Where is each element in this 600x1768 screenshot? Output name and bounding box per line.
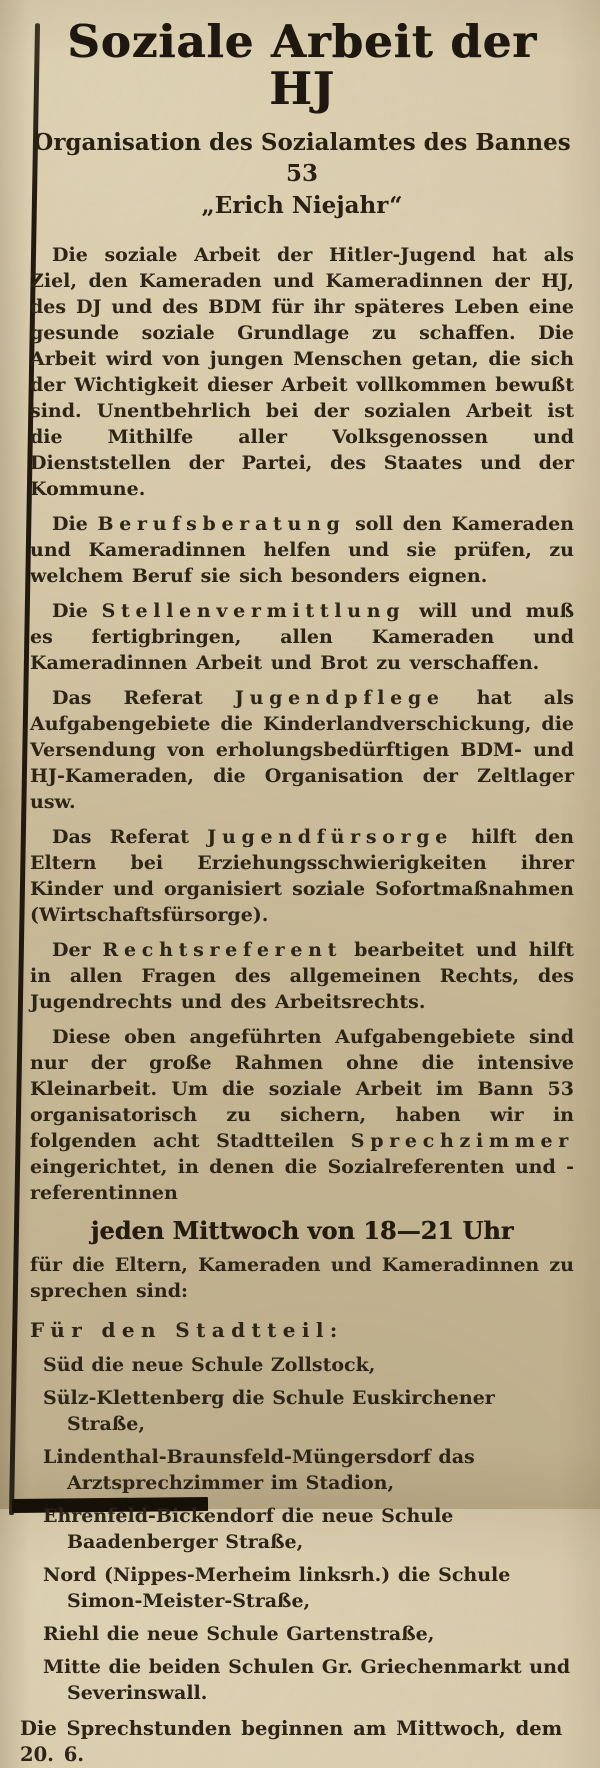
paragraph-text: bearbeitet und hilft in allen Fragen des allgemeinen Rechts, des Jugendrechts und des Arbeitsrechts. (30, 938, 574, 1013)
district-item-lindenthal: Lindenthal-Braunsfeld-Müngersdorf das Arztsprechzimmer im Stadion, (43, 1446, 475, 1495)
paragraph-berufsberatung (30, 511, 574, 589)
paragraph-rechtsreferent (30, 937, 574, 1015)
paragraph-text: hat als Aufgabengebiete die Kinderlandverschickung, die Versendung von erholungsbedürftigen BDM- und HJ-Kameraden, die Organisation der Zeltlager usw. (30, 686, 575, 813)
paragraph-jugendfuersorge (30, 824, 574, 928)
headline: Soziale Arbeit der HJ (67, 15, 537, 116)
paragraph-text: Das Referat (52, 825, 208, 848)
paragraph-text: Diese oben angeführten Aufgabengebiete sind nur der große Rahmen ohne die intensive Kleinarbeit. Um die soziale Arbeit im Bann 53 organisatorisch zu sichern, haben wir in folgenden acht Stadtteilen (30, 1025, 574, 1152)
district-heading: Für den Stadtteil: (30, 1318, 344, 1343)
district-item-suelz-klettenberg: Sülz-Klettenberg die Schule Euskirchener Straße, (43, 1387, 495, 1436)
subtitle-line-2: „Erich Niejahr“ (201, 191, 403, 219)
district-list (30, 1352, 574, 1706)
paragraph-sprechzimmer (30, 1024, 574, 1206)
paragraph-text: soll den Kameraden und Kameradinnen helfen und sie prüfen, zu welchem Beruf sie sich besonders eignen. (30, 512, 574, 587)
subtitle (30, 127, 574, 222)
emphasized-term: Jugendfürsorge (207, 825, 454, 848)
paragraph-text: will und muß es fertigbringen, allen Kameraden und Kameradinnen Arbeit und Brot zu verschaffen. (30, 599, 574, 674)
subtitle-line-1: Organisation des Sozialamtes des Bannes 53 (33, 128, 571, 188)
district-item-ehrenfeld: Ehrenfeld-Bickendorf die neue Schule Baadenberger Straße, (43, 1505, 454, 1554)
schedule-continuation: für die Eltern, Kameraden und Kameradinnen zu sprechen sind: (30, 1254, 574, 1303)
district-item-nord: Nord (Nippes-Merheim linksrh.) die Schule Simon-Meister-Straße, (43, 1564, 511, 1613)
schedule-heading: jeden Mittwoch von 18—21 Uhr (90, 1215, 514, 1245)
district-item-mitte: Mitte die beiden Schulen Gr. Griechenmarkt und Severinswall. (43, 1656, 571, 1705)
paragraph-stellenvermittlung (30, 598, 574, 676)
closing-line: Die Sprechstunden beginnen am Mittwoch, dem 20. 6. (20, 1717, 563, 1767)
paragraph-text: Das Referat (52, 686, 235, 709)
district-item-sued: Süd die neue Schule Zollstock, (43, 1354, 376, 1377)
paragraph-text: Die soziale Arbeit der Hitler-Jugend hat als Ziel, den Kameraden und Kameradinnen der HJ, des DJ und des BDM für ihr späteres Leben eine gesunde soziale Grundlage zu schaffen. Die Arbeit wird von jungen Menschen getan, die sich der Wichtigkeit dieser Arbeit vollkommen bewußt sind. Unentbehrlich bei der sozialen Arbeit ist die Mithilfe aller Volksgenossen und Dienststellen der Partei, des Staates und der Kommune. (30, 243, 574, 500)
paragraph-text: Der (52, 938, 103, 961)
paragraph-jugendpflege (30, 685, 574, 815)
emphasized-term: Jugendpflege (234, 686, 445, 709)
emphasized-term: Stellenvermittlung (101, 599, 406, 622)
emphasized-term: Rechtsreferent (102, 938, 343, 961)
paragraph-text: hilft den Eltern bei Erziehungsschwierigkeiten ihrer Kinder und organisiert soziale Sofortmaßnahmen (Wirtschaftsfürsorge). (30, 825, 574, 926)
paragraph-text: Die (52, 599, 102, 622)
emphasized-term: Berufsberatung (97, 512, 346, 535)
paragraph-intro (30, 242, 574, 502)
district-item-riehl: Riehl die neue Schule Gartenstraße, (43, 1623, 435, 1646)
paragraph-text: eingerichtet, in denen die Sozialreferenten und -referentinnen (30, 1155, 574, 1204)
paragraph-text: Die (52, 512, 98, 535)
emphasized-term: Sprechzimmer (350, 1129, 574, 1152)
